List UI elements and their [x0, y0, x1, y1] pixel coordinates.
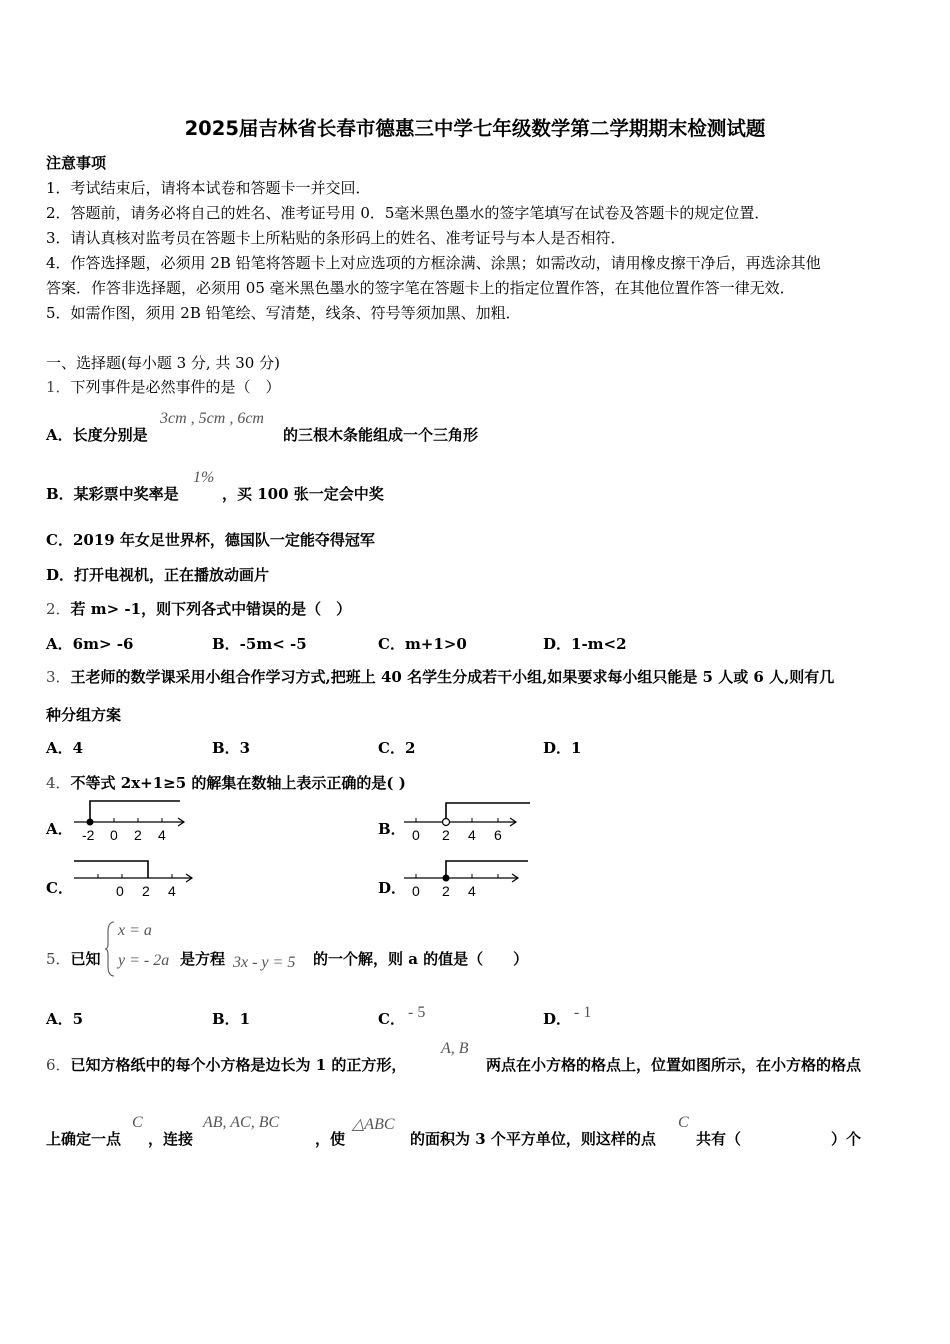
q3-option-b: B．3: [212, 739, 251, 757]
q5-option-d-label: D．: [543, 1010, 572, 1028]
q6-point-c: C: [132, 1114, 143, 1131]
q6-point-c-2: C: [678, 1114, 689, 1131]
q4-a-tick: 4: [158, 827, 166, 843]
q6-stem: [46, 1054, 406, 1075]
q5-eq-line-1: x = a: [118, 922, 152, 939]
q4-a-tick: -2: [82, 827, 95, 843]
q2-option-c: C．m+1>0: [378, 635, 467, 653]
q4-option-b-label: B．: [378, 820, 406, 838]
q3-option-d: D．1: [543, 739, 582, 757]
q2-option-d: D．1-m<2: [543, 635, 627, 653]
q6-segments: AB, AC, BC: [203, 1114, 280, 1131]
q4-a-tick: 2: [134, 827, 142, 843]
section-heading: 一、选择题(每小题 3 分, 共 30 分): [46, 354, 280, 372]
q6-line2-d: 的面积为 3 个平方单位，则这样的点: [410, 1130, 656, 1148]
q4-d-tick: 2: [442, 883, 450, 899]
q4-b-tick: 4: [468, 827, 476, 843]
notice-item-4-cont: 答案．作答非选择题，必须用 05 毫米黑色墨水的签字笔在答题卡上的指定位置作答，在其他位置作答一律无效．: [46, 279, 795, 297]
q4-c-tick: 0: [116, 883, 124, 899]
q4-b-tick: 0: [412, 827, 420, 843]
q3-text: 王老师的数学课采用小组合作学习方式,把班上 40 名学生分成若干小组,如果要求每小组只能是 5 人或 6 人,则有几: [70, 668, 835, 686]
q4-stem: [46, 772, 406, 793]
q1-option-b-math: 1%: [193, 469, 215, 486]
q5-option-c-label: C．: [378, 1010, 405, 1028]
q5-option-a: A．5: [46, 1010, 84, 1028]
q5-number: 5．: [46, 950, 71, 968]
q3-text-cont: 种分组方案: [46, 706, 122, 724]
q4-option-d-number-line: [402, 858, 530, 902]
notice-item-3: 3．请认真核对监考员在答题卡上所粘贴的条形码上的姓名、准考证号与本人是否相符．: [46, 229, 626, 247]
notice-item-1: 1．考试结束后，请将本试卷和答题卡一并交回．: [46, 179, 371, 197]
q2-option-a: A．6m> -6: [46, 635, 134, 653]
q1-option-a-math: 3cm , 5cm , 6cm: [160, 410, 264, 427]
q1-option-d: D．打开电视机，正在播放动画片: [46, 566, 270, 584]
q6-line2-b: ，连接: [148, 1130, 194, 1148]
q5-pre: 已知: [70, 950, 101, 968]
page-title: 2025届吉林省长春市德惠三中学七年级数学第二学期期末检测试题: [184, 117, 766, 140]
q6-line2-a: 上确定一点: [46, 1130, 122, 1148]
q4-option-c-label: C．: [46, 879, 73, 897]
notice-item-2: 2．答题前，请务必将自己的姓名、准考证号用 0．5毫米黑色墨水的签字笔填写在试卷及答题卡的规定位置．: [46, 204, 770, 222]
q2-number: 2．: [46, 600, 71, 618]
q5-stem: [46, 948, 101, 969]
q3-option-c: C．2: [378, 739, 416, 757]
q4-option-b-number-line: [402, 800, 532, 846]
q5-equation: 3x - y = 5: [233, 954, 296, 971]
q6-text: 已知方格纸中的每个小方格是边长为 1 的正方形，: [70, 1056, 407, 1074]
notice-heading: 注意事项: [46, 154, 107, 172]
q2-option-b: B．-5m< -5: [212, 635, 307, 653]
q1-option-a-label: A．长度分别是: [46, 426, 148, 444]
q4-d-tick: 4: [468, 883, 476, 899]
q4-b-tick: 2: [442, 827, 450, 843]
q1-option-b-label: B．某彩票中奖率是: [46, 485, 179, 503]
q3-number: 3．: [46, 668, 71, 686]
q4-option-c-number-line: [72, 858, 198, 902]
q4-option-d-label: D．: [378, 879, 407, 897]
q5-option-c-math: - 5: [408, 1004, 426, 1021]
q6-line2-e: 共有（ ）个: [696, 1130, 862, 1148]
q4-b-tick: 6: [494, 827, 502, 843]
q2-stem: [46, 598, 351, 619]
q1-number: 1．: [46, 378, 71, 396]
q1-stem: [46, 376, 281, 397]
q1-option-a-text: 的三根木条能组成一个三角形: [283, 426, 479, 444]
q5-mid: 是方程: [180, 950, 226, 968]
q1-option-b-text: ，买 100 张一定会中奖: [222, 485, 384, 503]
q6-points-ab: A, B: [441, 1040, 469, 1057]
q4-a-tick: 0: [110, 827, 118, 843]
q4-option-a-number-line: [72, 798, 192, 846]
q4-c-tick: 2: [142, 883, 150, 899]
q4-number: 4．: [46, 774, 71, 792]
q5-option-b: B．1: [212, 1010, 251, 1028]
q5-tail: 的一个解，则 a 的值是（ ）: [313, 950, 529, 968]
q5-eq-line-2: y = - 2a: [118, 952, 170, 969]
q6-number: 6．: [46, 1056, 71, 1074]
q3-stem: [46, 666, 834, 687]
q6-text-tail: 两点在小方格的格点上，位置如图所示，在小方格的格点: [486, 1056, 862, 1074]
notice-item-5: 5．如需作图，须用 2B 铅笔绘、写清楚，线条、符号等须加黑、加粗．: [46, 304, 521, 322]
q1-option-c: C．2019 年女足世界杯，德国队一定能夺得冠军: [46, 531, 375, 549]
q4-option-a-label: A．: [46, 820, 73, 838]
q5-system-brace: [104, 920, 116, 978]
q1-text: 下列事件是必然事件的是（ ）: [70, 378, 281, 396]
q4-c-tick: 4: [168, 883, 176, 899]
q3-option-a: A．4: [46, 739, 84, 757]
q5-option-d-math: - 1: [574, 1004, 592, 1021]
q6-line2-c: ，使: [315, 1130, 346, 1148]
q4-d-tick: 0: [412, 883, 420, 899]
q4-text: 不等式 2x+1≥5 的解集在数轴上表示正确的是( ): [70, 774, 406, 792]
q2-text: 若 m> -1，则下列各式中错误的是（ ）: [70, 600, 352, 618]
q6-triangle: △ABC: [352, 1116, 395, 1133]
notice-item-4: 4．作答选择题，必须用 2B 铅笔将答题卡上对应选项的方框涂满、涂黑；如需改动，请用橡皮擦干净后，再选涂其他: [46, 254, 821, 272]
